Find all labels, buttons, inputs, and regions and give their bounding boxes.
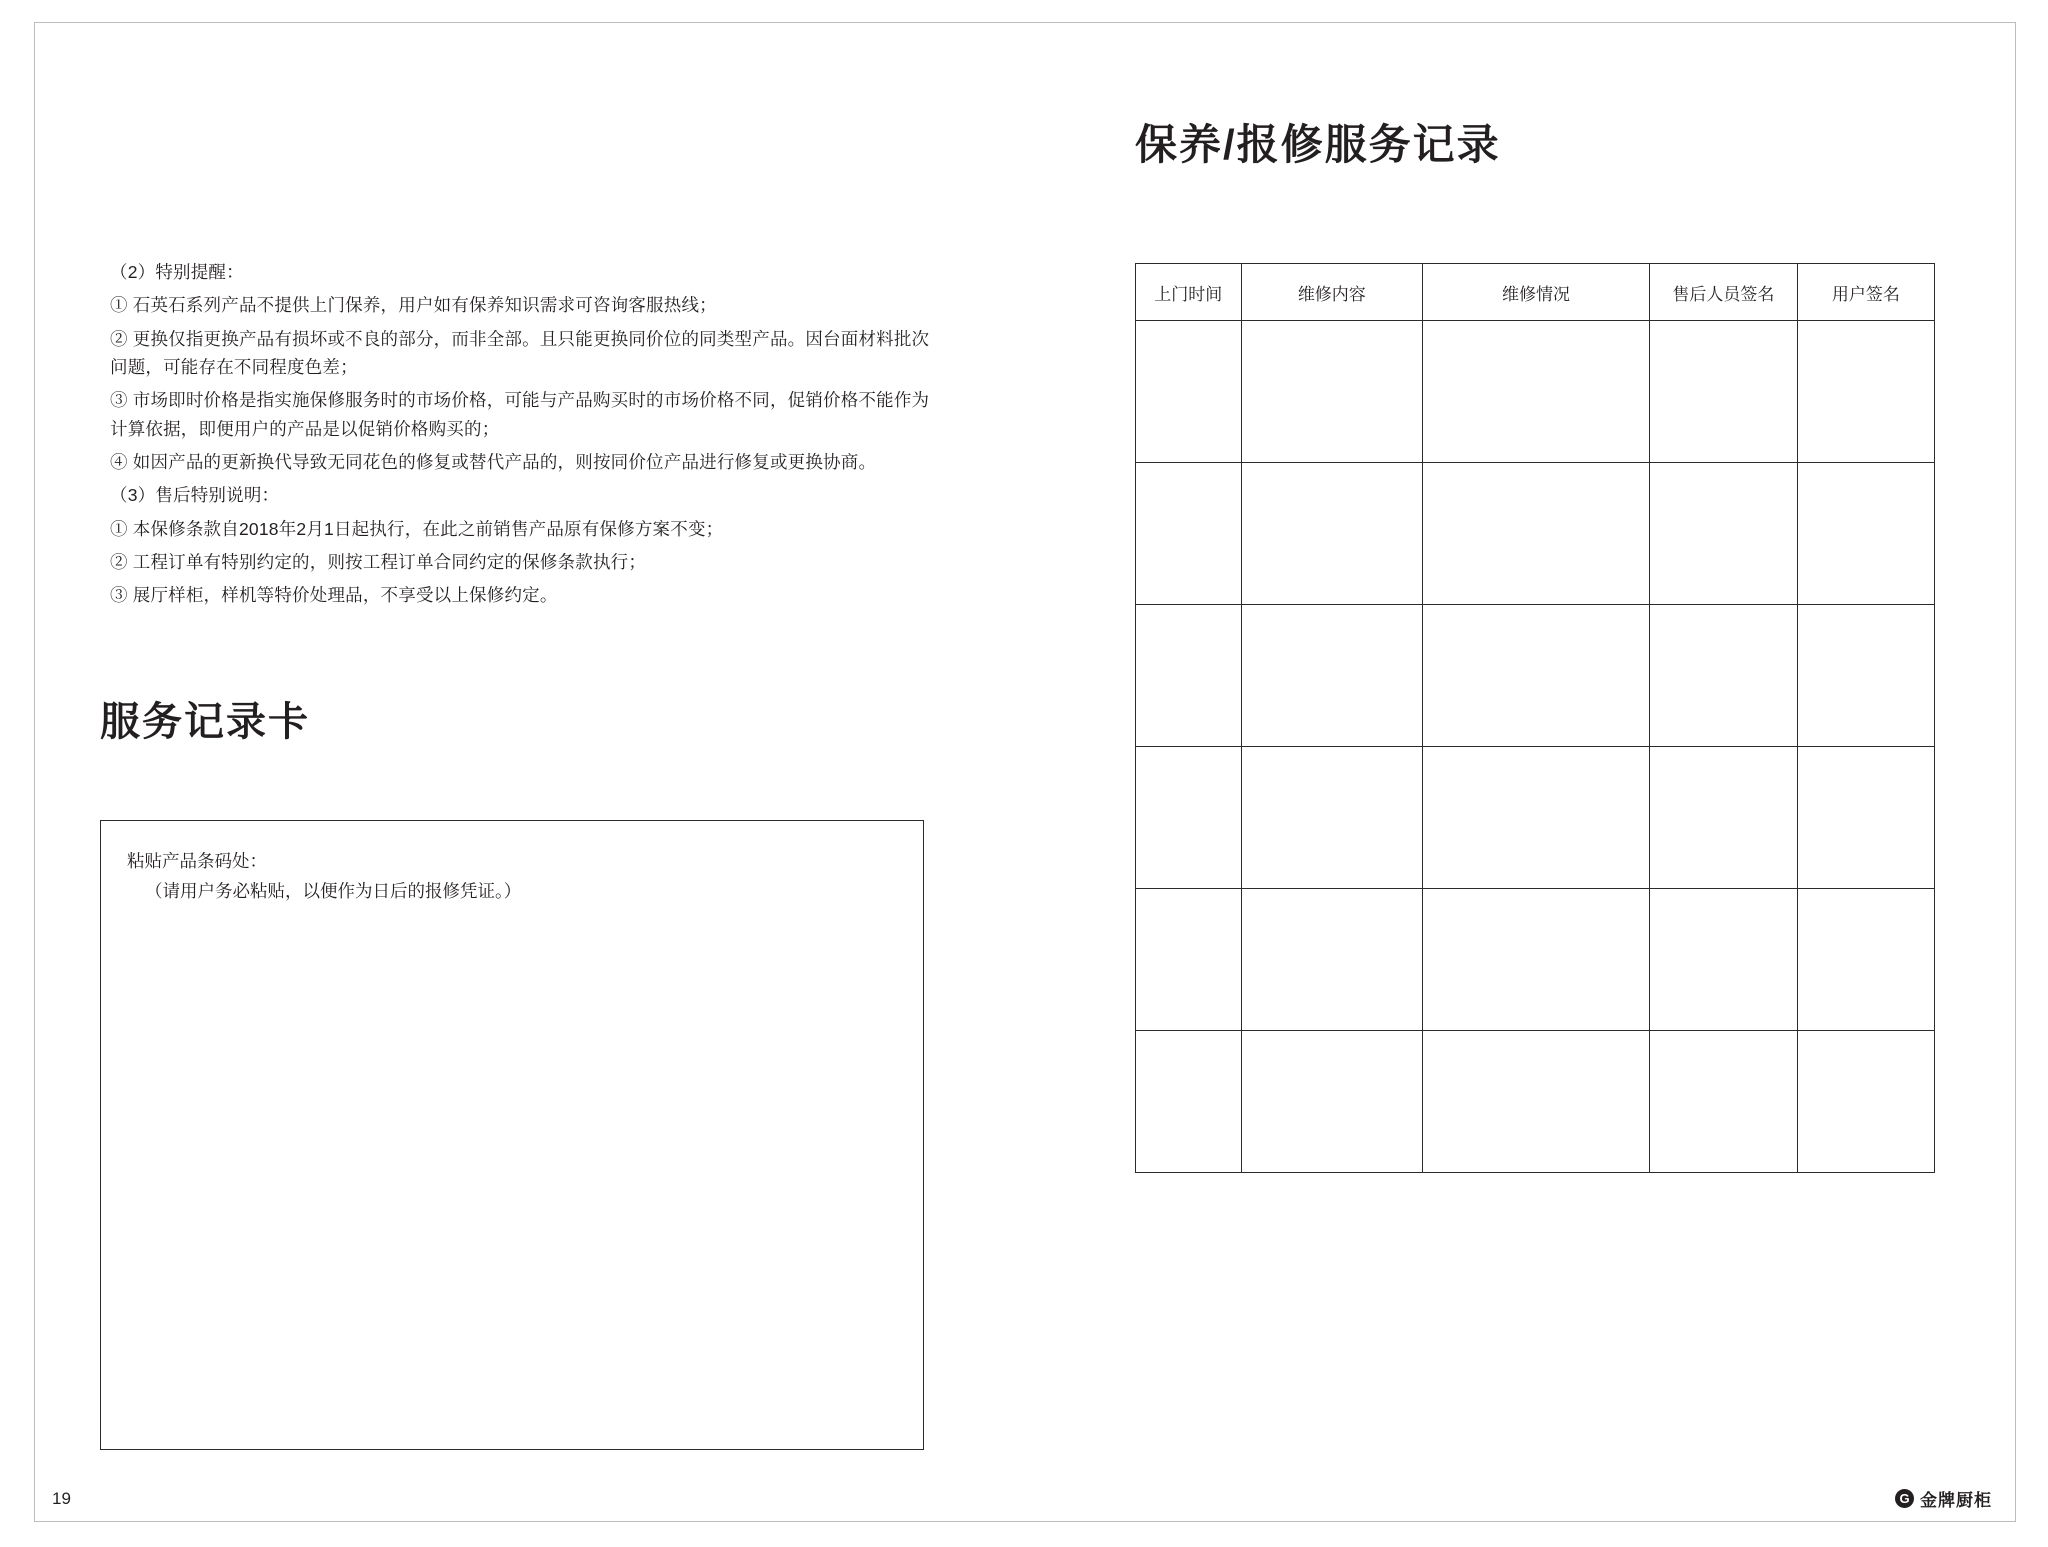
table-header-row xyxy=(1136,264,1935,321)
note-line: （3）售后特别说明： xyxy=(110,485,280,506)
page-title: 保养/报修服务记录 xyxy=(1135,121,1501,168)
note-line: ④ 如因产品的更新换代导致无同花色的修复或替代产品的，则按同价位产品进行修复或更换协商。 xyxy=(110,452,877,473)
note-line: ② 更换仅指更换产品有损坏或不良的部分，而非全部。且只能更换同价位的同类型产品。因台面材料批次问题，可能存在不同程度色差； xyxy=(110,328,930,378)
cell-repair-content[interactable] xyxy=(1241,1031,1423,1173)
note-line: ② 工程订单有特别约定的，则按工程订单合同约定的保修条款执行； xyxy=(110,552,647,573)
cell-visit-time[interactable] xyxy=(1136,1031,1242,1173)
service-card-title: 服务记录卡 xyxy=(100,700,310,744)
column-header-staff-signature: 售后人员签名 xyxy=(1650,264,1798,321)
note-line: ① 石英石系列产品不提供上门保养，用户如有保养知识需求可咨询客服热线； xyxy=(110,295,717,316)
column-header-visit-time: 上门时间 xyxy=(1136,264,1242,321)
table-row xyxy=(1136,1031,1935,1173)
column-header-repair-content: 维修内容 xyxy=(1241,264,1423,321)
brand-name: 金牌厨柜 xyxy=(1920,1491,1992,1510)
cell-user-signature[interactable] xyxy=(1797,605,1934,747)
cell-user-signature[interactable] xyxy=(1797,747,1934,889)
barcode-instruction-main: 粘贴产品条码处： xyxy=(127,851,267,871)
cell-user-signature[interactable] xyxy=(1797,463,1934,605)
table-row xyxy=(1136,747,1935,889)
cell-staff-signature[interactable] xyxy=(1650,321,1798,463)
cell-staff-signature[interactable] xyxy=(1650,747,1798,889)
cell-repair-content[interactable] xyxy=(1241,321,1423,463)
note-line: ③ 市场即时价格是指实施保修服务时的市场价格，可能与产品购买时的市场价格不同，促销价格不能作为计算依据，即便用户的产品是以促销价格购买的； xyxy=(110,390,930,439)
cell-staff-signature[interactable] xyxy=(1650,605,1798,747)
cell-visit-time[interactable] xyxy=(1136,321,1242,463)
table-row xyxy=(1136,463,1935,605)
cell-repair-status[interactable] xyxy=(1423,747,1650,889)
terms-notes-block xyxy=(110,258,940,615)
cell-repair-status[interactable] xyxy=(1423,889,1650,1031)
cell-repair-content[interactable] xyxy=(1241,605,1423,747)
cell-repair-content[interactable] xyxy=(1241,747,1423,889)
brand-mark-icon: G xyxy=(1895,1489,1914,1508)
note-line: ③ 展厅样柜，样机等特价处理品，不享受以上保修约定。 xyxy=(110,585,558,606)
barcode-paste-box xyxy=(100,820,924,1450)
cell-repair-content[interactable] xyxy=(1241,889,1423,1031)
cell-staff-signature[interactable] xyxy=(1650,1031,1798,1173)
brand-logo xyxy=(1895,1486,1992,1511)
cell-visit-time[interactable] xyxy=(1136,463,1242,605)
cell-user-signature[interactable] xyxy=(1797,1031,1934,1173)
column-header-user-signature: 用户签名 xyxy=(1797,264,1934,321)
column-header-repair-status: 维修情况 xyxy=(1423,264,1650,321)
page-number: 19 xyxy=(52,1489,71,1508)
cell-repair-status[interactable] xyxy=(1423,605,1650,747)
cell-repair-status[interactable] xyxy=(1423,1031,1650,1173)
barcode-instruction-sub: （请用户务必粘贴，以便作为日后的报修凭证。） xyxy=(145,880,522,901)
cell-visit-time[interactable] xyxy=(1136,889,1242,1031)
table-row xyxy=(1136,889,1935,1031)
cell-user-signature[interactable] xyxy=(1797,321,1934,463)
cell-repair-content[interactable] xyxy=(1241,463,1423,605)
cell-user-signature[interactable] xyxy=(1797,889,1934,1031)
note-line: （2）特别提醒： xyxy=(110,262,244,282)
barcode-instructions xyxy=(127,847,521,907)
cell-visit-time[interactable] xyxy=(1136,747,1242,889)
service-record-table xyxy=(1135,263,1935,1173)
cell-visit-time[interactable] xyxy=(1136,605,1242,747)
cell-repair-status[interactable] xyxy=(1423,321,1650,463)
cell-staff-signature[interactable] xyxy=(1650,889,1798,1031)
table-row xyxy=(1136,605,1935,747)
cell-repair-status[interactable] xyxy=(1423,463,1650,605)
cell-staff-signature[interactable] xyxy=(1650,463,1798,605)
note-line: ① 本保修条款自2018年2月1日起执行，在此之前销售产品原有保修方案不变； xyxy=(110,518,724,539)
table-row xyxy=(1136,321,1935,463)
